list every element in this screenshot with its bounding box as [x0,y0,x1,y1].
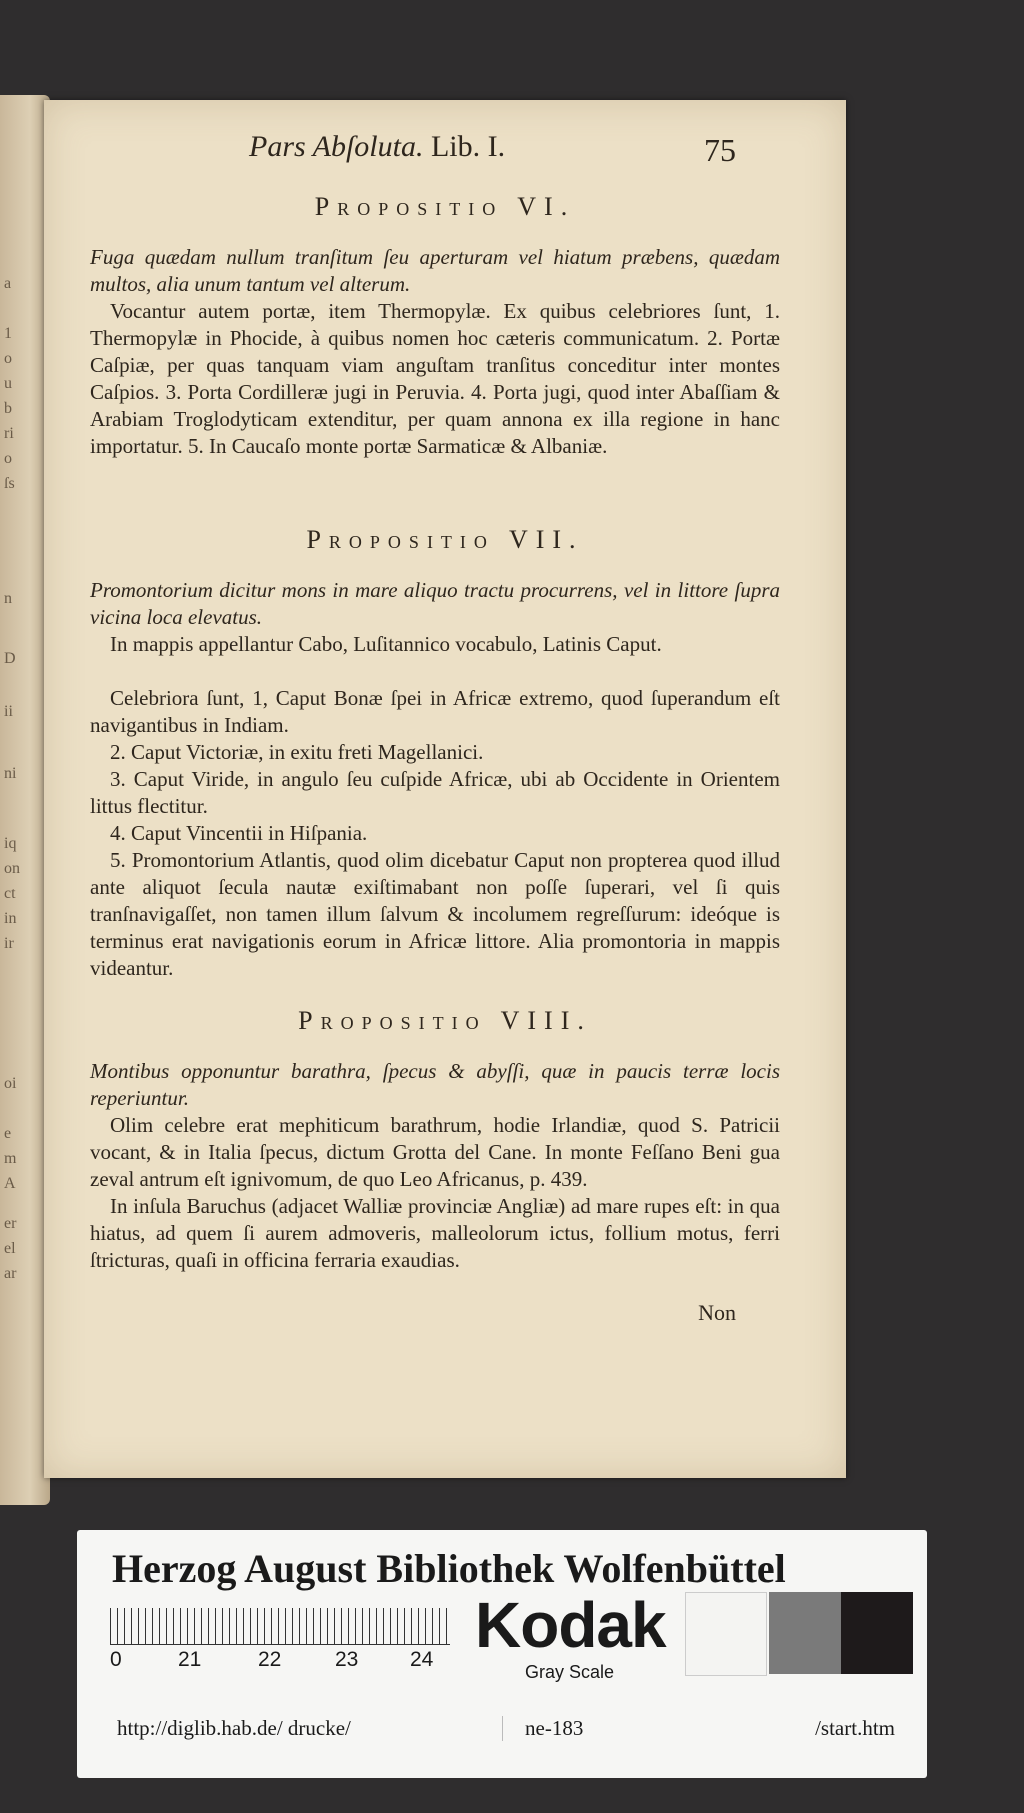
ruler-label: 22 [258,1648,282,1671]
color-target-card [77,1530,927,1778]
scale-ruler [110,1608,450,1645]
margin-fragment: oi [4,1075,17,1092]
margin-fragment: e [4,1125,12,1142]
section-title: Propositio VIII. [298,1006,592,1035]
ruler-label: 23 [335,1648,359,1671]
swatch-gray [769,1592,841,1674]
margin-fragment: on [4,860,20,877]
margin-fragment: in [4,910,17,927]
section-paragraph: 2. Caput Victoriæ, in exitu freti Magellanici. [110,740,484,764]
margin-fragment: o [4,350,12,367]
margin-fragment: u [4,375,12,392]
margin-fragment: er [4,1215,17,1232]
section-paragraph: In inſula Baruchus (adjacet Walliæ provinciæ Angliæ) ad mare rupes eſt: in qua hiatus, ad quem ſi aurem admoveris, malleolorum ictus, follium motus, ferri ſtricturas, quaſi in officina ferraria exaudias. [90,1194,780,1272]
section-paragraph: Celebriora ſunt, 1, Caput Bonæ ſpei in Africæ extremo, quod ſuperandum eſt navigantibus in Indiam. [90,686,780,737]
swatch-white [685,1592,767,1676]
margin-fragment: iq [4,835,17,852]
margin-fragment: el [4,1240,16,1257]
margin-fragment: ar [4,1265,17,1282]
ruler-label: 24 [410,1648,434,1671]
gray-scale-label: Gray Scale [525,1662,615,1682]
adjacent-page-edge [0,95,50,1505]
section-paragraph: 5. Promontorium Atlantis, quod olim dicebatur Caput non propterea quod illud ante aliquot ſecula nautæ exiſtimabant non poſſe ſuperari, vel ſi quis tranſnavigaſſet, non tamen illum ſalvum & incolumem regreſſurum: ideóque is terminus erat navigationis eorum in Africæ littore. Alia promontoria in mappis videantur. [90,848,780,980]
section-paragraph: 3. Caput Viride, in angulo ſeu cuſpide Africæ, ubi ab Occidente in Orientem littus flectitur. [90,767,780,818]
margin-fragment: o [4,450,12,467]
url-suffix: /start.htm [815,1716,895,1740]
page-header [44,130,846,170]
margin-fragment: n [4,590,12,607]
margin-fragment: ri [4,425,14,442]
margin-fragment: D [4,650,16,667]
ruler-label: 21 [178,1648,202,1671]
running-title: Pars Abſoluta. Lib. I. [249,130,506,163]
margin-fragment: 1 [4,325,12,342]
catchword: Non [698,1300,736,1325]
section-title: Propositio VI. [314,192,576,221]
shelfmark: ne-183 [502,1716,583,1741]
section-definition: Promontorium dicitur mons in mare aliquo tractu procurrens, vel in littore ſupra vicina loca elevatus. [90,578,780,629]
section-definition: Montibus opponuntur barathra, ſpecus & abyſſi, quæ in paucis terræ locis reperiuntur. [90,1059,780,1110]
margin-fragment: ſs [4,475,15,492]
kodak-logo: Kodak [475,1589,666,1661]
section-title: Propositio VII. [306,525,584,554]
ruler-labels [110,1648,470,1678]
section-paragraph: 4. Caput Vincentii in Hiſpania. [110,821,368,845]
section-paragraph: In mappis appellantur Cabo, Luſitannico vocabulo, Latinis Caput. [110,632,662,656]
swatch-black [841,1592,913,1674]
margin-fragment: ct [4,885,16,902]
page-number: 75 [704,132,736,168]
book-page [44,100,846,1478]
section-paragraph: Olim celebre erat mephiticum barathrum, hodie Irlandiæ, quod S. Patricii vocant, & in Italia ſpecus, dictum Grotta del Cane. In monte Feſſano Beni gua zeval antrum eſt ignivomum, de quo Leo Africanus, p. 439. [90,1113,780,1191]
margin-fragment: ni [4,765,17,782]
digital-library-url: http://diglib.hab.de/ drucke/ [117,1716,351,1740]
margin-fragment: a [4,275,12,292]
margin-fragment: ir [4,935,14,952]
margin-fragment: m [4,1150,17,1167]
section-definition: Fuga quædam nullum tranſitum ſeu aperturam vel hiatum præbens, quædam multos, alia unum tantum vel alterum. [90,245,780,296]
section-paragraph: Vocantur autem portæ, item Thermopylæ. Ex quibus celebriores ſunt, 1. Thermopylæ in Phocide, à quibus nomen hoc cæteris communicatum. 2. Portæ Caſpiæ, per quas tanquam viam anguſtam tranſitus conceditur inter montes Caſpios. 3. Porta Cordilleræ jugi in Peruvia. 4. Porta jugi, quod inter Abaſſiam & Arabiam Troglodyticam extenditur, per quam annona ex illa regione in hanc importatur. 5. In Caucaſo monte portæ Sarmaticæ & Albaniæ. [90,299,780,458]
margin-fragment: A [4,1175,16,1192]
ruler-label: 0 [110,1648,122,1671]
library-name: Herzog August Bibliothek Wolfenbüttel [112,1546,786,1591]
margin-fragment: ii [4,703,13,720]
margin-fragment: b [4,400,12,417]
